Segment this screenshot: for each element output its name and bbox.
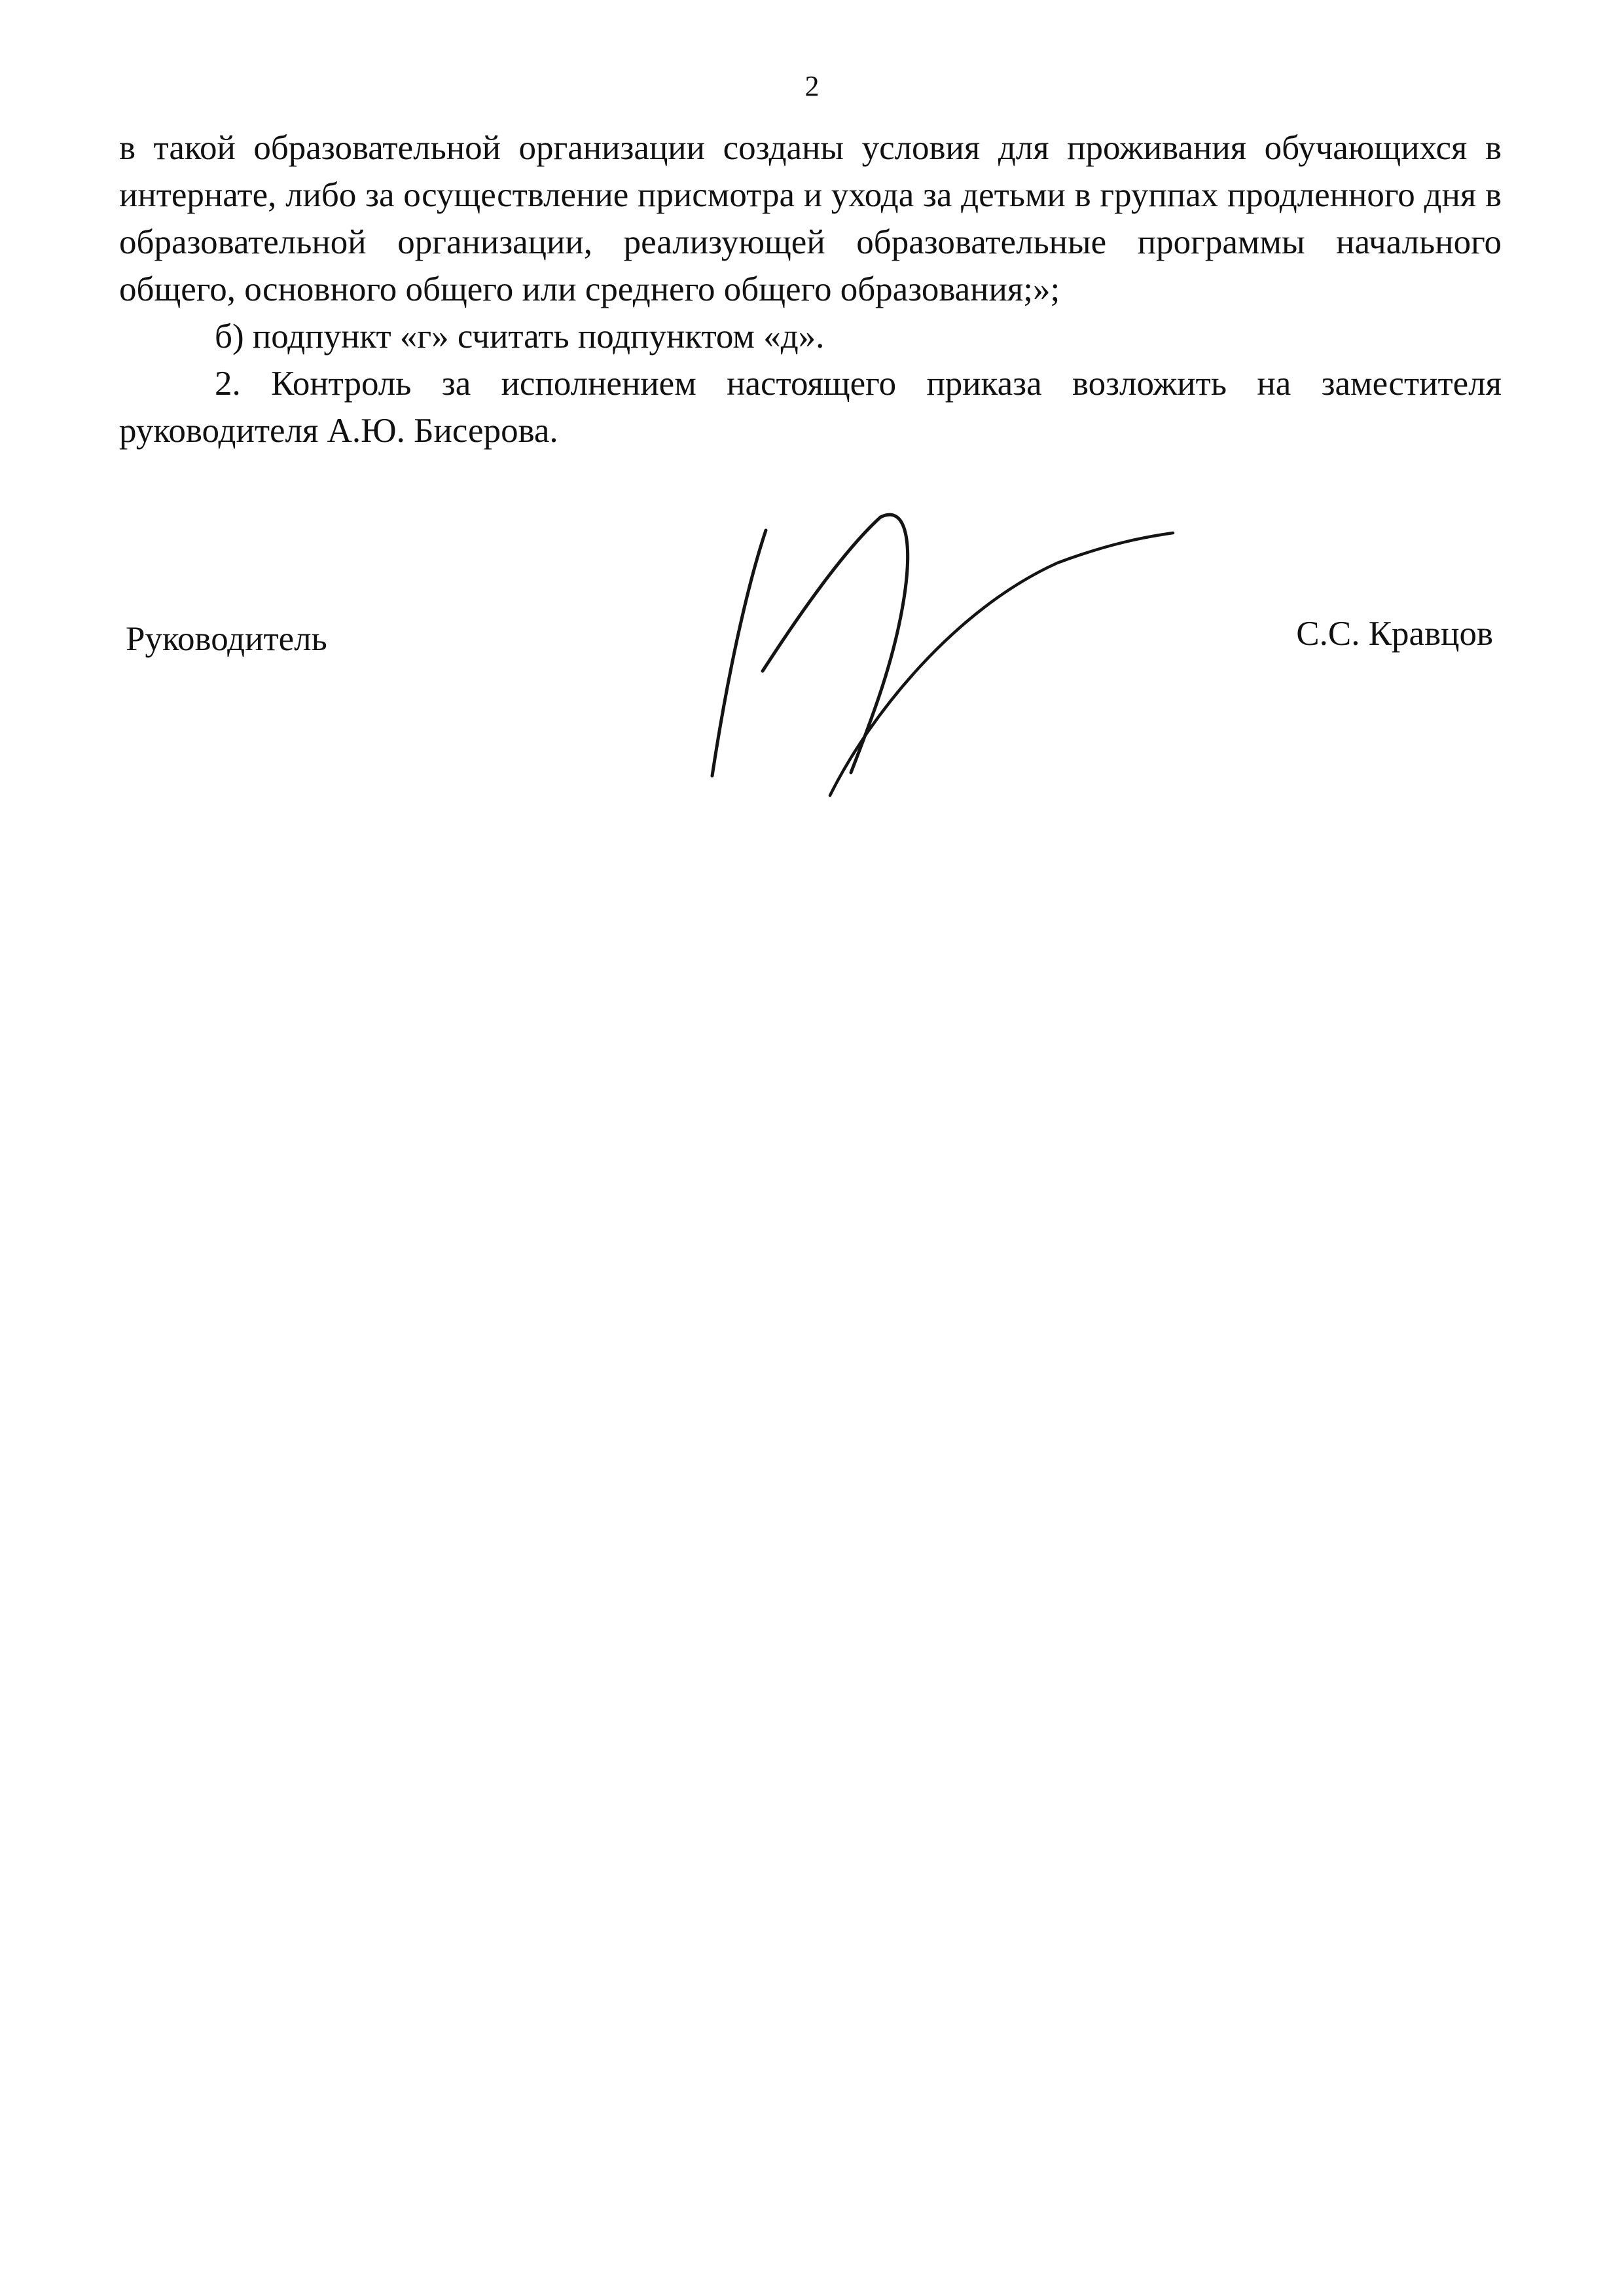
signatory-role: Руководитель (126, 620, 327, 658)
paragraph-control: 2. Контроль за исполнением настоящего приказа возложить на заместителя руководителя А.Ю. Бисерова. (119, 365, 1502, 450)
signature-stroke-1 (712, 530, 766, 776)
signature-stroke-3 (830, 533, 1173, 795)
page-number: 2 (804, 70, 820, 102)
handwritten-signature (674, 498, 1198, 805)
signature-stroke-2 (763, 515, 908, 773)
paragraph-subpoint-b: б) подпункт «г» считать подпунктом «д». (215, 318, 825, 355)
paragraph-continuation: в такой образовательной организации созданы условия для проживания обучающихся в интернате, либо за осуществление присмотра и ухода за детьми в группах продленного дня в образовательной организации, реализующей образовательные программы начального общего, основного общего или среднего общего образования;»; (119, 129, 1502, 308)
signatory-name: С.С. Кравцов (1296, 615, 1493, 653)
document-body (119, 124, 1502, 454)
